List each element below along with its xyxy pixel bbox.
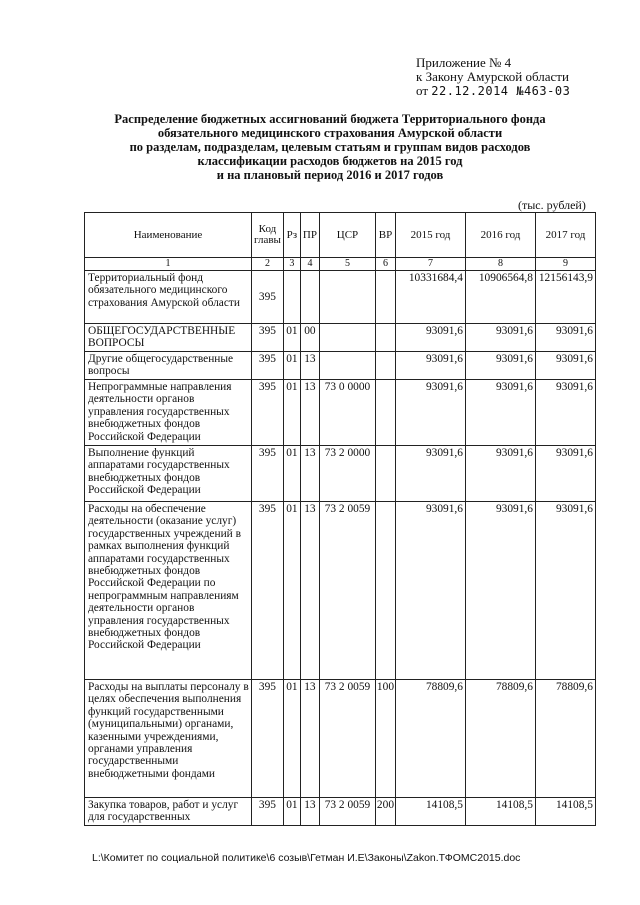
row-2016: 14108,5 (465, 798, 535, 826)
header-2015: 2015 год (395, 213, 465, 258)
row-2016: 78809,6 (465, 680, 535, 798)
row-code: 395 (252, 446, 284, 502)
row-code: 395 (252, 324, 284, 352)
row-2017: 93091,6 (535, 446, 595, 502)
table-row (85, 271, 596, 324)
row-csr: 73 0 0000 (319, 380, 375, 446)
annex-law: к Закону Амурской области (416, 69, 569, 84)
table-row (85, 680, 596, 798)
annex-date-number: 22.12.2014 №463-03 (431, 84, 571, 98)
row-code: 395 (252, 680, 284, 798)
row-2015: 93091,6 (395, 380, 465, 446)
row-csr: 73 2 0059 (319, 680, 375, 798)
row-name: Непрограммные направления деятельности органов управления государственных внебюджетных фондов Российской Федерации (85, 380, 252, 446)
row-name: Расходы на обеспечение деятельности (оказание услуг) государственных учреждений в рамках выполнения функций аппаратами государственных внебюджетных фондов Российской Федерации по непрограммным направлениям деятельности органов управления государственных внебюджетных фондов Российской Федерации (85, 502, 252, 680)
row-pr (300, 271, 319, 324)
annex-date-prefix: от (416, 83, 429, 98)
row-2017: 93091,6 (535, 502, 595, 680)
row-pr: 13 (300, 446, 319, 502)
row-2015: 93091,6 (395, 502, 465, 680)
row-2015: 78809,6 (395, 680, 465, 798)
row-code: 395 (252, 380, 284, 446)
row-name: Другие общегосударственные вопросы (85, 352, 252, 380)
row-vr (375, 271, 395, 324)
table-row (85, 380, 596, 446)
table-header-row (85, 213, 596, 258)
column-number: 6 (375, 258, 395, 271)
row-2016: 10906564,8 (465, 271, 535, 324)
column-number-row (85, 258, 596, 271)
row-rz: 01 (283, 446, 300, 502)
title-line-4: классификации расходов бюджетов на 2015 год (197, 154, 463, 168)
row-2016: 93091,6 (465, 502, 535, 680)
row-2015: 14108,5 (395, 798, 465, 826)
row-csr (319, 324, 375, 352)
column-number: 9 (535, 258, 595, 271)
row-2015: 93091,6 (395, 324, 465, 352)
row-vr (375, 446, 395, 502)
title-line-3: по разделам, подразделам, целевым статьям и группам видов расходов (129, 140, 531, 154)
row-rz: 01 (283, 352, 300, 380)
title-line-2: обязательного медицинского страхования Амурской области (157, 126, 503, 140)
annex-date-line (416, 84, 570, 98)
row-2015: 93091,6 (395, 352, 465, 380)
row-code: 395 (252, 502, 284, 680)
header-pr: ПР (300, 213, 319, 258)
row-rz (283, 271, 300, 324)
table-row (85, 352, 596, 380)
row-2016: 93091,6 (465, 446, 535, 502)
row-pr: 13 (300, 798, 319, 826)
row-2017: 78809,6 (535, 680, 595, 798)
row-rz: 01 (283, 680, 300, 798)
row-2016: 93091,6 (465, 324, 535, 352)
row-2016: 93091,6 (465, 380, 535, 446)
row-pr: 13 (300, 380, 319, 446)
annex-number: Приложение № 4 (416, 55, 512, 70)
row-vr: 200 (375, 798, 395, 826)
row-rz: 01 (283, 324, 300, 352)
row-csr (319, 271, 375, 324)
header-2016: 2016 год (465, 213, 535, 258)
row-2015: 10331684,4 (395, 271, 465, 324)
row-name: Расходы на выплаты персоналу в целях обеспечения выполнения функций государственными (муниципальными) органами, казенными учреждениями, органами управления государственными внебюджетными фондами (85, 680, 252, 798)
row-code: 395 (252, 271, 284, 324)
row-pr: 13 (300, 680, 319, 798)
header-rz: Рз (283, 213, 300, 258)
row-name: Закупка товаров, работ и услуг для государственных (85, 798, 252, 826)
row-2017: 14108,5 (535, 798, 595, 826)
column-number: 4 (300, 258, 319, 271)
file-path-footer: L:\Комитет по социальной политике\6 созыв\Гетман И.Е\Законы\Zakon.ТФОМС2015.doc (92, 852, 521, 864)
row-rz: 01 (283, 798, 300, 826)
column-number: 2 (252, 258, 284, 271)
row-pr: 13 (300, 352, 319, 380)
annex-block (416, 56, 570, 98)
header-2017: 2017 год (535, 213, 595, 258)
header-csr: ЦСР (319, 213, 375, 258)
row-2017: 93091,6 (535, 324, 595, 352)
row-pr: 13 (300, 502, 319, 680)
row-rz: 01 (283, 502, 300, 680)
title-line-1: Распределение бюджетных ассигнований бюджета Территориального фонда (114, 112, 546, 126)
row-name: Выполнение функций аппаратами государственных внебюджетных фондов Российской Федерации (85, 446, 252, 502)
row-code: 395 (252, 798, 284, 826)
row-code: 395 (252, 352, 284, 380)
row-vr: 100 (375, 680, 395, 798)
row-2015: 93091,6 (395, 446, 465, 502)
column-number: 5 (319, 258, 375, 271)
row-csr: 73 2 0059 (319, 502, 375, 680)
table-row (85, 324, 596, 352)
row-csr: 73 2 0000 (319, 446, 375, 502)
row-csr (319, 352, 375, 380)
column-number: 8 (465, 258, 535, 271)
row-name: Территориальный фонд обязательного медицинского страхования Амурской области (85, 271, 252, 324)
row-name: ОБЩЕГОСУДАРСТВЕННЫЕ ВОПРОСЫ (85, 324, 252, 352)
units-label: (тыс. рублей) (518, 198, 586, 212)
column-number: 7 (395, 258, 465, 271)
row-csr: 73 2 0059 (319, 798, 375, 826)
row-2016: 93091,6 (465, 352, 535, 380)
row-vr (375, 352, 395, 380)
row-vr (375, 324, 395, 352)
row-rz: 01 (283, 380, 300, 446)
column-number: 3 (283, 258, 300, 271)
row-vr (375, 380, 395, 446)
row-vr (375, 502, 395, 680)
header-code: Код главы (252, 213, 284, 258)
title-line-5: и на плановый период 2016 и 2017 годов (216, 168, 444, 182)
table-row (85, 798, 596, 826)
row-2017: 12156143,9 (535, 271, 595, 324)
row-2017: 93091,6 (535, 352, 595, 380)
header-vr: ВР (375, 213, 395, 258)
budget-table (84, 212, 596, 826)
header-name: Наименование (85, 213, 252, 258)
table-row (85, 446, 596, 502)
row-2017: 93091,6 (535, 380, 595, 446)
document-title (80, 112, 580, 182)
table-row (85, 502, 596, 680)
row-pr: 00 (300, 324, 319, 352)
column-number: 1 (85, 258, 252, 271)
